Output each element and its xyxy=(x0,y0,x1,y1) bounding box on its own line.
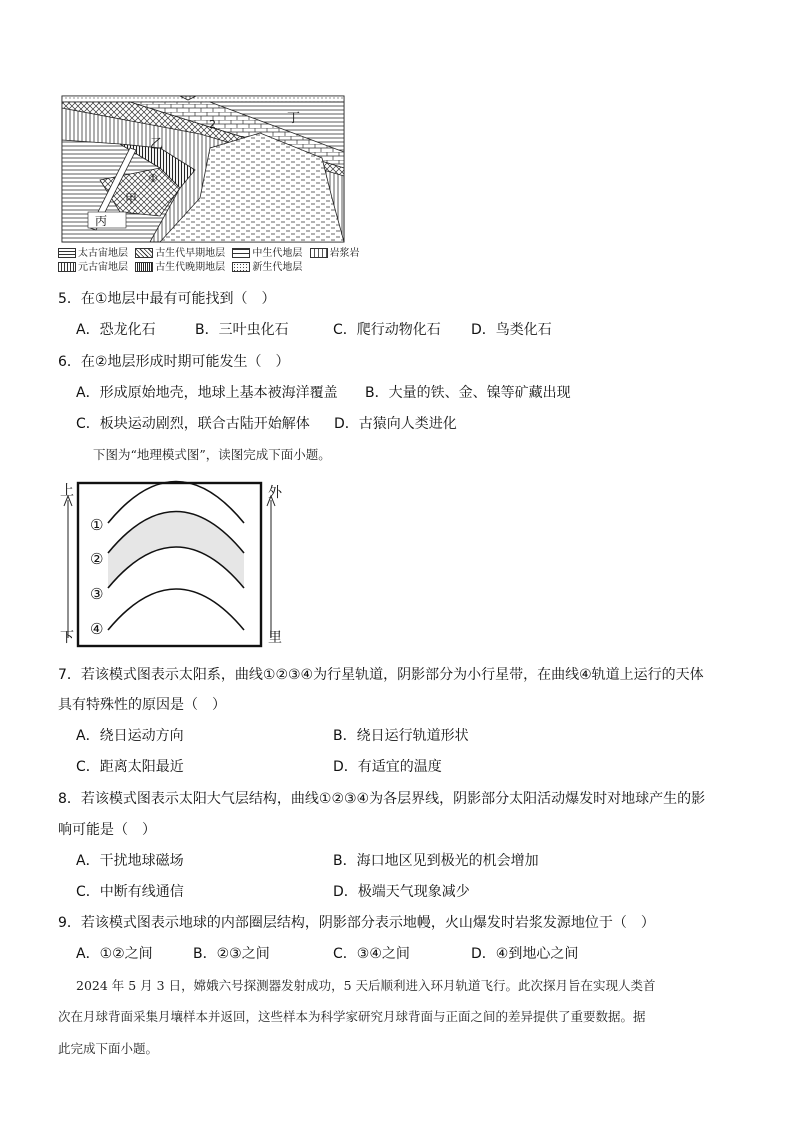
legend-item: 古生代早期地层 xyxy=(135,248,225,260)
q9-option-d[interactable]: D．④到地心之间 xyxy=(471,946,579,962)
label-ding: 丁 xyxy=(287,111,301,126)
intro-chang-e-6-line-3: 此完成下面小题。 xyxy=(58,1041,159,1056)
label-2: 2 xyxy=(209,118,216,131)
question-8-stem-line-1: 8．若该模式图表示太阳大气层结构，曲线①②③④为各层界线，阴影部分太阳活动爆发时对地球产生的影 xyxy=(58,791,706,807)
q5-option-a[interactable]: A．恐龙化石 xyxy=(76,322,156,338)
question-7-stem-line-2: 具有特殊性的原因是（ ） xyxy=(58,697,226,713)
q8-option-a[interactable]: A．干扰地球磁场 xyxy=(76,853,184,869)
intro-chang-e-6-line-2: 次在月球背面采集月壤样本并返回，这些样本为科学家研究月球背面与正面之间的差异提供了重要数据。据 xyxy=(58,1009,646,1024)
curve-label-4: ④ xyxy=(90,620,104,638)
legend-row-2 xyxy=(58,262,306,274)
q7-option-b[interactable]: B．绕日运行轨道形状 xyxy=(333,728,469,744)
intro-figure-2: 下图为“地理模式图”，读图完成下面小题。 xyxy=(93,447,331,462)
legend-item: 新生代地层 xyxy=(232,262,302,274)
q7-option-a[interactable]: A．绕日运动方向 xyxy=(76,728,184,744)
legend-row-1 xyxy=(58,248,364,260)
label-bing: 丙 xyxy=(95,214,108,228)
legend-item: 古生代晚期地层 xyxy=(135,262,225,274)
q5-option-d[interactable]: D．鸟类化石 xyxy=(471,322,552,338)
legend-item: 中生代地层 xyxy=(232,248,302,260)
legend-item: 太古宙地层 xyxy=(58,248,128,260)
label-bottom-right: 里 xyxy=(268,630,282,646)
legend-item: 元古宙地层 xyxy=(58,262,128,274)
q8-option-c[interactable]: C．中断有线通信 xyxy=(76,884,184,900)
label-top-left: 上 xyxy=(60,483,74,499)
q5-option-b[interactable]: B．三叶虫化石 xyxy=(195,322,289,338)
q9-option-a[interactable]: A．①②之间 xyxy=(76,946,153,962)
q9-option-c[interactable]: C．③④之间 xyxy=(333,946,410,962)
q6-option-b[interactable]: B．大量的铁、金、镍等矿藏出现 xyxy=(365,385,571,401)
legend-item: 岩浆岩 xyxy=(310,248,360,260)
curve-label-3: ③ xyxy=(90,585,104,603)
intro-chang-e-6-line-1: 2024 年 5 月 3 日，嫦娥六号探测器发射成功，5 天后顺利进入环月轨道飞行。此次探月旨在实现人类首 xyxy=(76,978,656,993)
label-yi: 乙 xyxy=(150,137,164,152)
question-8-stem-line-2: 响可能是（ ） xyxy=(58,822,156,838)
label-top-right: 外 xyxy=(268,485,282,501)
q9-option-b[interactable]: B．②③之间 xyxy=(193,946,270,962)
label-1: ① xyxy=(148,172,158,185)
curve-label-2: ② xyxy=(90,550,104,568)
label-jia: 甲 xyxy=(125,192,138,206)
question-9-stem: 9．若该模式图表示地球的内部圈层结构，阴影部分表示地幔，火山爆发时岩浆发源地位于（ ） xyxy=(58,915,655,931)
question-6-stem: 6．在②地层形成时期可能发生（ ） xyxy=(58,354,290,370)
q7-option-c[interactable]: C．距离太阳最近 xyxy=(76,759,184,775)
label-bottom-left: 下 xyxy=(60,630,74,646)
q7-option-d[interactable]: D．有适宜的温度 xyxy=(333,759,442,775)
curve-label-1: ① xyxy=(90,516,104,534)
q6-option-d[interactable]: D．古猿向人类进化 xyxy=(334,416,457,432)
q6-option-a[interactable]: A．形成原始地壳，地球上基本被海洋覆盖 xyxy=(76,385,338,401)
question-7-stem-line-1: 7．若该模式图表示太阳系，曲线①②③④为行星轨道，阴影部分为小行星带，在曲线④轨道上运行的天体 xyxy=(58,667,704,683)
q5-option-c[interactable]: C．爬行动物化石 xyxy=(333,322,441,338)
q8-option-b[interactable]: B．海口地区见到极光的机会增加 xyxy=(333,853,539,869)
question-5-stem: 5．在①地层中最有可能找到（ ） xyxy=(58,291,276,307)
q6-option-c[interactable]: C．板块运动剧烈，联合古陆开始解体 xyxy=(76,416,310,432)
q8-option-d[interactable]: D．极端天气现象减少 xyxy=(333,884,470,900)
